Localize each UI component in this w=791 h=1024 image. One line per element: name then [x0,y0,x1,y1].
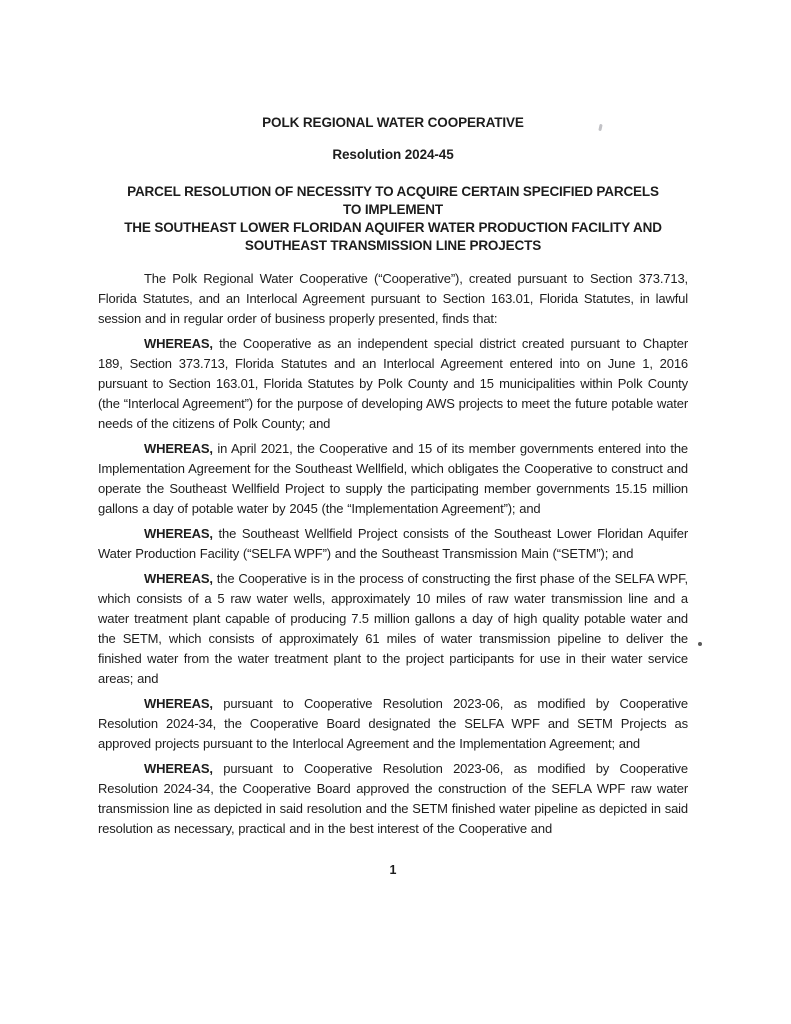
paragraph-text: in April 2021, the Cooperative and 15 of its member governments entered into the Implementation Agreement for the Southeast Wellfield, which obligates the Cooperative to construct and operate the Southeast Wellfield Project to supply the participating member governments 15.15 million gallons a day of potable water by 2045 (the “Implementation Agreement”); and [98,441,688,516]
subject-heading-line: TO IMPLEMENT [343,202,443,217]
document-body [98,269,688,839]
paragraph-text: the Cooperative as an independent special district created pursuant to Chapter 189, Section 373.713, Florida Statutes and an Interlocal Agreement entered into on June 1, 2016 pursuant to Section 163.01, Florida Statutes by Polk County and 15 municipalities within Polk County (the “Interlocal Agreement”) for the purpose of developing AWS projects to meet the future potable water needs of the citizens of Polk County; and [98,336,688,431]
whereas-lead: WHEREAS, [144,336,213,351]
paragraph-text: pursuant to Cooperative Resolution 2023-06, as modified by Cooperative Resolution 2024-34, the Cooperative Board designated the SELFA WPF and SETM Projects as approved projects pursuant to the Interlocal Agreement and the Implementation Agreement; and [98,696,688,751]
whereas-paragraph [98,759,688,839]
whereas-paragraph [98,334,688,434]
whereas-lead: WHEREAS, [144,441,213,456]
scan-artifact-dot [698,642,702,646]
whereas-paragraph [98,524,688,564]
paragraph-text: The Polk Regional Water Cooperative (“Cooperative”), created pursuant to Section 373.713, Florida Statutes, and an Interlocal Agreement pursuant to Section 163.01, Florida Statutes, in lawful session and in regular order of business properly presented, finds that: [98,271,688,326]
document-title: POLK REGIONAL WATER COOPERATIVE [262,115,524,130]
whereas-lead: WHEREAS, [144,571,213,586]
paragraph-text: the Cooperative is in the process of constructing the first phase of the SELFA WPF, which consists of a 5 raw water wells, approximately 10 miles of raw water transmission line and a water treatment plant capable of producing 7.5 million gallons a day of high quality potable water and the SETM, which consists of approximately 61 miles of water transmission pipeline to deliver the finished water from the water treatment plant to the project participants for use in their water service areas; and [98,571,688,686]
subject-heading-line: PARCEL RESOLUTION OF NECESSITY TO ACQUIRE CERTAIN SPECIFIED PARCELS [127,184,659,199]
whereas-lead: WHEREAS, [144,696,213,711]
whereas-paragraph [98,569,688,689]
subject-heading-line: SOUTHEAST TRANSMISSION LINE PROJECTS [244,238,542,253]
opening-paragraph [98,269,688,329]
whereas-paragraph [98,694,688,754]
whereas-lead: WHEREAS, [144,526,213,541]
paragraph-text: pursuant to Cooperative Resolution 2023-06, as modified by Cooperative Resolution 2024-34, the Cooperative Board approved the construction of the SEFLA WPF raw water transmission line as depicted in said resolution and the SETM finished water pipeline as depicted in said resolution as necessary, practical and in the best interest of the Cooperative and [98,761,688,836]
page-number: 1 [389,863,397,877]
subject-heading [98,183,688,255]
resolution-number: Resolution 2024-45 [332,147,454,162]
paragraph-text: the Southeast Wellfield Project consists of the Southeast Lower Floridan Aquifer Water Production Facility (“SELFA WPF”) and the Southeast Transmission Main (“SETM”); and [98,526,688,561]
subject-heading-line: THE SOUTHEAST LOWER FLORIDAN AQUIFER WATER PRODUCTION FACILITY AND [124,220,662,235]
whereas-lead: WHEREAS, [144,761,213,776]
whereas-paragraph [98,439,688,519]
